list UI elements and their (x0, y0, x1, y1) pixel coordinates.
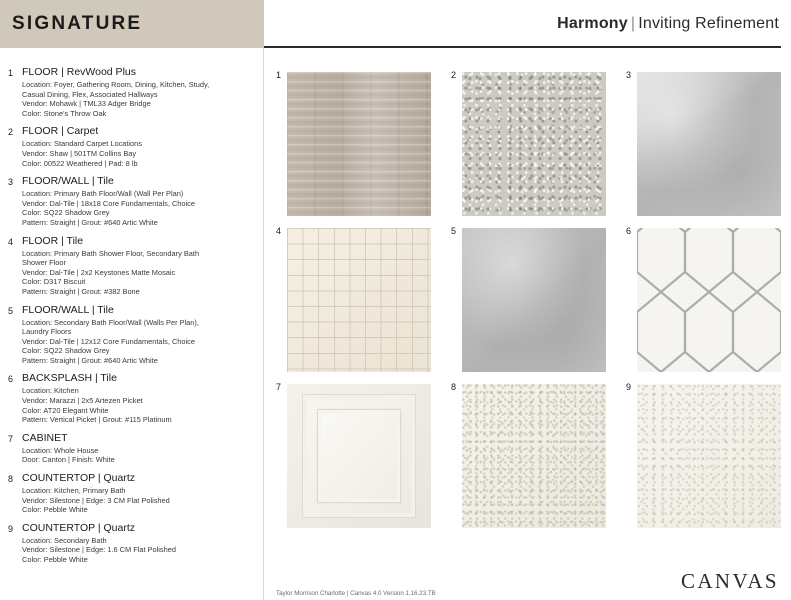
elegant-white-picket-backsplash-sample (637, 228, 781, 372)
header-divider-rule (264, 46, 781, 48)
item-number: 7 (8, 433, 14, 444)
item-detail-line: Vendor: Dal-Tile | 18x18 Core Fundamentals, Choice (22, 198, 195, 208)
item-detail-line: Location: Primary Bath Floor/Wall (Wall Per Plan) (22, 189, 184, 199)
item-title: COUNTERTOP | Quartz (22, 472, 136, 485)
pebble-white-quartz-secondary-sample (637, 384, 781, 528)
item-detail-line: Vendor: Dal-Tile | 2x2 Keystones Matte Mosaic (22, 267, 176, 277)
item-detail-line: Vendor: Silestone | Edge: 1.6 CM Flat Polished (22, 545, 176, 555)
collection-name: Harmony (557, 15, 628, 32)
item-number: 5 (8, 305, 14, 316)
item-detail-line: Door: Canton | Finish: White (22, 455, 115, 465)
item-number: 4 (8, 236, 14, 247)
item-number: 2 (8, 127, 14, 138)
item-number: 1 (8, 68, 14, 78)
item-body (22, 472, 254, 515)
sample-number: 8 (451, 382, 457, 392)
revwood-plus-floor-sample (287, 72, 431, 216)
item-title: COUNTERTOP | Quartz (22, 521, 136, 534)
pebble-white-quartz-sample (462, 384, 606, 528)
item-detail-line: Shower Floor (22, 258, 66, 268)
item-title: FLOOR/WALL | Tile (22, 175, 114, 188)
item-detail-line: Vendor: Dal-Tile | 12x12 Core Fundamentals, Choice (22, 336, 195, 346)
item-body (22, 125, 254, 168)
item-detail-line: Location: Kitchen, Primary Bath (22, 486, 126, 496)
collection-subtitle: Inviting Refinement (638, 15, 779, 32)
item-detail-line: Vendor: Shaw | 501TM Collins Bay (22, 148, 137, 158)
cabinet-door-frame (302, 394, 416, 518)
list-item (8, 304, 254, 366)
collection-banner (264, 0, 791, 48)
list-item (8, 125, 254, 168)
item-body (22, 175, 254, 227)
item-detail-line: Color: Stone's Throw Oak (22, 108, 107, 118)
item-detail-line: Color: Pebble White (22, 555, 88, 564)
item-body (22, 372, 254, 424)
item-body (22, 66, 254, 118)
item-title: BACKSPLASH | Tile (22, 372, 117, 385)
item-detail-line: Pattern: Straight | Grout: #640 Artic White (22, 355, 158, 365)
item-detail-line: Pattern: Vertical Picket | Grout: #115 Platinum (22, 415, 172, 425)
list-item (8, 472, 254, 515)
item-title: FLOOR | Carpet (22, 125, 99, 138)
item-detail-line: Pattern: Straight | Grout: #640 Artic White (22, 217, 158, 227)
collection-separator: | (630, 15, 636, 32)
sample-number: 4 (276, 226, 282, 236)
item-detail-line: Color: SQ22 Shadow Grey (22, 346, 110, 356)
item-detail-line: Vendor: Mohawk | TML33 Adger Bridge (22, 99, 151, 109)
brand-banner (0, 0, 264, 48)
canton-white-cabinet-door-sample (287, 384, 431, 528)
item-detail-line: Color: Pebble White (22, 505, 88, 515)
item-detail-line: Location: Foyer, Gathering Room, Dining, Kitchen, Study, (22, 80, 210, 89)
item-title: FLOOR/WALL | Tile (22, 303, 114, 316)
item-detail-line: Pattern: Straight | Grout: #382 Bone (22, 286, 140, 296)
list-item (8, 432, 254, 465)
item-detail-line: Color: D317 Biscuit (22, 277, 86, 287)
sample-number: 6 (626, 226, 632, 236)
sample-number: 5 (451, 226, 457, 236)
list-item (8, 175, 254, 227)
item-number: 9 (8, 523, 14, 534)
item-body (22, 522, 254, 565)
item-detail-line: Vendor: Silestone | Edge: 3 CM Flat Polished (22, 495, 170, 505)
item-detail-line: Location: Primary Bath Shower Floor, Secondary Bath (22, 248, 200, 258)
column-divider (263, 48, 264, 600)
brand-title: SIGNATURE (12, 13, 143, 34)
item-detail-line: Vendor: Marazzi | 2x5 Artezen Picket (22, 396, 143, 406)
shadow-grey-12x12-tile-sample (462, 228, 606, 372)
item-number: 6 (8, 374, 14, 385)
materials-legend (0, 48, 264, 600)
item-number: 8 (8, 474, 14, 485)
biscuit-mosaic-tile-sample (287, 228, 431, 372)
cabinet-door-panel (317, 409, 401, 503)
sample-grid (276, 64, 781, 584)
sample-number: 2 (451, 70, 457, 80)
list-item (8, 235, 254, 297)
item-body (22, 235, 254, 297)
sample-number: 1 (276, 70, 282, 80)
item-body (22, 432, 254, 465)
item-detail-line: Casual Dining, Flex, Associated Hallways (22, 89, 158, 99)
item-detail-line: Laundry Floors (22, 327, 72, 337)
sample-number: 3 (626, 70, 632, 80)
item-title: FLOOR | Tile (22, 234, 84, 247)
item-number: 3 (8, 177, 14, 188)
item-detail-line: Location: Secondary Bath (22, 535, 107, 545)
list-item (8, 522, 254, 565)
canvas-logo: CANVAS (680, 569, 779, 593)
item-detail-line: Location: Whole House (22, 445, 99, 455)
item-detail-line: Color: SQ22 Shadow Grey (22, 208, 110, 218)
item-detail-line: Color: AT20 Elegant White (22, 405, 109, 415)
list-item (8, 66, 254, 118)
shadow-grey-tile-sample (637, 72, 781, 216)
item-body (22, 304, 254, 366)
carpet-floor-sample (462, 72, 606, 216)
picket-pattern-graphic (637, 228, 781, 372)
sample-number: 7 (276, 382, 282, 392)
item-detail-line: Location: Standard Carpet Locations (22, 139, 142, 149)
collection-title (557, 15, 779, 33)
item-detail-line: Location: Kitchen (22, 386, 79, 396)
sample-number: 9 (626, 382, 632, 392)
list-item (8, 372, 254, 424)
item-title: FLOOR | RevWood Plus (22, 66, 136, 78)
footer-version-note: Taylor Morrison Charlotte | Canvas 4.0 Version 1.16.23.TB (276, 590, 436, 597)
item-detail-line: Color: 00522 Weathered | Pad: 8 lb (22, 158, 138, 168)
item-detail-line: Location: Secondary Bath Floor/Wall (Walls Per Plan), (22, 317, 199, 327)
page-header (0, 0, 791, 48)
item-title: CABINET (22, 431, 68, 444)
